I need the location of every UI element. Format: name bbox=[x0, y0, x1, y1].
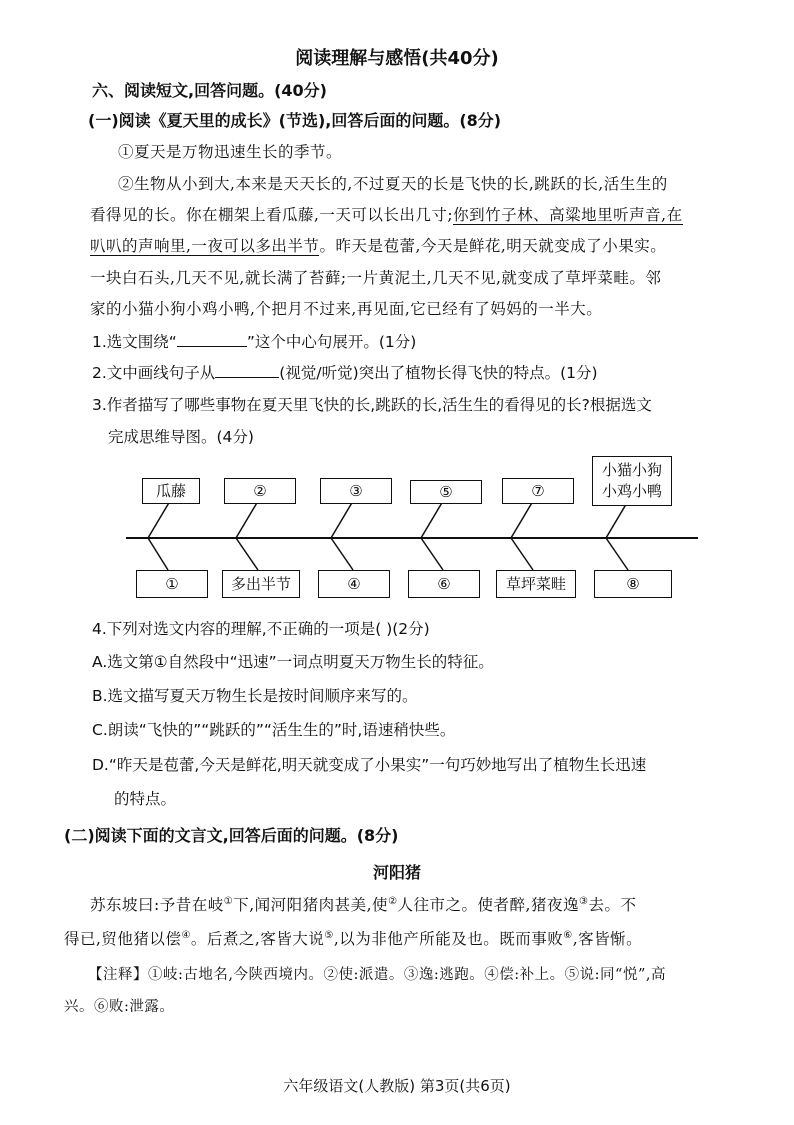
node-bottom-8[interactable]: ⑧ bbox=[594, 570, 672, 598]
answer-blank[interactable] bbox=[177, 332, 247, 347]
passage-paragraph-2-line-5: 家的小猫小狗小鸡小鸭,个把月不过来,再见面,它已经有了妈妈的一半大。 bbox=[90, 300, 603, 318]
option-d-line-1[interactable]: D.“昨天是苞蕾,今天是鲜花,明天就变成了小果实”一句巧妙地写出了植物生长迅速 bbox=[92, 756, 647, 774]
node-top-1: 瓜藤 bbox=[142, 478, 200, 504]
text: ,客皆惭。 bbox=[572, 930, 643, 948]
question-4: 4.下列对选文内容的理解,不正确的一项是( )(2分) bbox=[92, 620, 430, 638]
node-top-pets: 小猫小狗 小鸡小鸭 bbox=[592, 456, 672, 506]
classical-text-line-2 bbox=[64, 927, 642, 949]
question-text: 2.文中画线句子从 bbox=[92, 364, 216, 382]
part1-heading: (一)阅读《夏天里的成长》(节选),回答后面的问题。(8分) bbox=[88, 111, 502, 130]
text: ,以为非他产所能及也。既而事败 bbox=[333, 930, 564, 948]
part2-heading: (二)阅读下面的文言文,回答后面的问题。(8分) bbox=[64, 826, 399, 845]
note-ref: ⑥ bbox=[563, 929, 573, 941]
node-bottom-4[interactable]: ④ bbox=[318, 570, 390, 598]
page-title: 阅读理解与感悟(共40分) bbox=[295, 48, 499, 69]
option-c[interactable]: C.朗读“飞快的”“跳跃的”“活生生的”时,语速稍快些。 bbox=[92, 721, 456, 739]
text: 去。不 bbox=[588, 896, 637, 914]
option-d-line-2: 的特点。 bbox=[114, 790, 177, 808]
node-top-7[interactable]: ⑦ bbox=[502, 478, 574, 504]
text: 苏东坡曰:予昔在岐 bbox=[90, 896, 224, 914]
option-a[interactable]: A.选文第①自然段中“迅速”一词点明夏天万物生长的特征。 bbox=[92, 653, 494, 671]
underlined-sentence: 叭叭的声响里,一夜可以多出半节 bbox=[90, 237, 320, 255]
question-text: ”这个中心句展开。(1分) bbox=[246, 333, 417, 351]
story-title: 河阳猪 bbox=[372, 863, 421, 882]
note-ref: ② bbox=[388, 895, 398, 907]
underlined-sentence: 你到竹子林、高粱地里听声音,在 bbox=[453, 206, 683, 224]
passage-paragraph-2-line-3 bbox=[90, 234, 666, 256]
page-footer: 六年级语文(人教版) 第3页(共6页) bbox=[283, 1077, 511, 1095]
mind-map bbox=[118, 456, 718, 606]
passage-paragraph-1: ①夏天是万物迅速生长的季节。 bbox=[118, 143, 343, 161]
text: 得已,贸他猪以偿 bbox=[64, 930, 182, 948]
question-3-line-2: 完成思维导图。(4分) bbox=[108, 428, 254, 446]
note-ref: ④ bbox=[181, 929, 191, 941]
question-1 bbox=[92, 330, 416, 352]
annotations-line-2: 兴。⑥败:泄露。 bbox=[64, 999, 175, 1015]
passage-text: 看得见的长。你在棚架上看瓜藤,一天可以长出几寸; bbox=[90, 206, 454, 224]
passage-text: 。昨天是苞蕾,今天是鲜花,明天就变成了小果实。 bbox=[319, 237, 667, 255]
note-ref: ① bbox=[223, 895, 234, 907]
note-ref: ⑤ bbox=[324, 929, 334, 941]
passage-paragraph-2-line-1: ②生物从小到大,本来是天天长的,不过夏天的长是飞快的长,跳跃的长,活生生的 bbox=[118, 175, 668, 193]
text: 。后煮之,客皆大说 bbox=[190, 930, 325, 948]
question-text: 1.选文围绕“ bbox=[92, 333, 177, 351]
answer-blank[interactable] bbox=[215, 363, 279, 378]
node-top-3[interactable]: ③ bbox=[320, 478, 392, 504]
text: 下,闻河阳猪肉甚美,使 bbox=[233, 896, 389, 914]
note-ref: ③ bbox=[578, 895, 589, 907]
question-2 bbox=[92, 361, 598, 383]
node-bottom-6[interactable]: ⑥ bbox=[408, 570, 480, 598]
classical-text-line-1 bbox=[90, 893, 636, 915]
passage-paragraph-2-line-4: 一块白石头,几天不见,就长满了苔藓;一片黄泥土,几天不见,就变成了草坪菜畦。邻 bbox=[90, 269, 662, 287]
annotations-line-1: 【注释】①岐:古地名,今陕西境内。②使:派遣。③逸:逃跑。④偿:补上。⑤说:同“悦”,高 bbox=[88, 967, 666, 983]
node-top-2[interactable]: ② bbox=[224, 478, 296, 504]
node-bottom-lawn: 草坪菜畦 bbox=[496, 570, 576, 598]
question-3-line-1: 3.作者描写了哪些事物在夏天里飞快的长,跳跃的长,活生生的看得见的长?根据选文 bbox=[92, 396, 652, 414]
section-heading: 六、阅读短文,回答问题。(40分) bbox=[92, 81, 327, 100]
node-bottom-1[interactable]: ① bbox=[136, 570, 208, 598]
question-text: (视觉/听觉)突出了植物长得飞快的特点。(1分) bbox=[279, 364, 598, 382]
node-top-5[interactable]: ⑤ bbox=[410, 480, 482, 504]
text: 人往市之。使者醉,猪夜逸 bbox=[397, 896, 579, 914]
passage-paragraph-2-line-2 bbox=[90, 203, 683, 225]
node-bottom-half-section: 多出半节 bbox=[222, 570, 300, 598]
option-b[interactable]: B.选文描写夏天万物生长是按时间顺序来写的。 bbox=[92, 687, 418, 705]
